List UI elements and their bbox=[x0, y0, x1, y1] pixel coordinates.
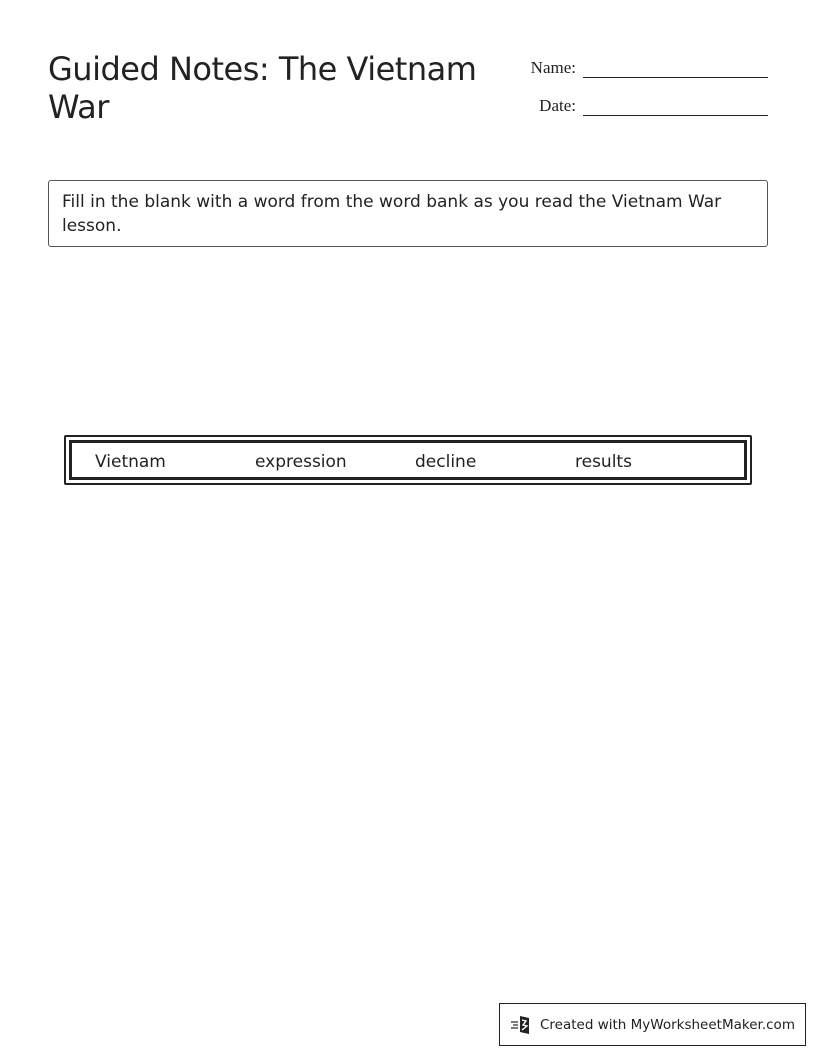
instructions-box bbox=[48, 180, 768, 247]
word-bank-word: expression bbox=[255, 452, 347, 472]
date-field bbox=[500, 90, 768, 116]
name-field bbox=[500, 52, 768, 78]
word-bank-word: Vietnam bbox=[95, 452, 166, 472]
word-bank-word: decline bbox=[415, 452, 477, 472]
name-blank-line[interactable] bbox=[583, 58, 768, 78]
date-blank-line[interactable] bbox=[583, 96, 768, 116]
word-bank-word: results bbox=[575, 452, 632, 472]
word-bank-inner-border bbox=[69, 440, 747, 480]
worksheet-maker-logo-icon bbox=[510, 1013, 534, 1037]
page-title: Guided Notes: The Vietnam War bbox=[48, 50, 477, 126]
footer-badge[interactable] bbox=[499, 1003, 806, 1046]
word-bank bbox=[64, 435, 752, 485]
name-label: Name: bbox=[530, 58, 576, 77]
date-label: Date: bbox=[539, 96, 576, 115]
instructions-text: Fill in the blank with a word from the word bank as you read the Vietnam War lesson. bbox=[62, 192, 722, 236]
footer-credit-text: Created with MyWorksheetMaker.com bbox=[540, 1016, 795, 1033]
